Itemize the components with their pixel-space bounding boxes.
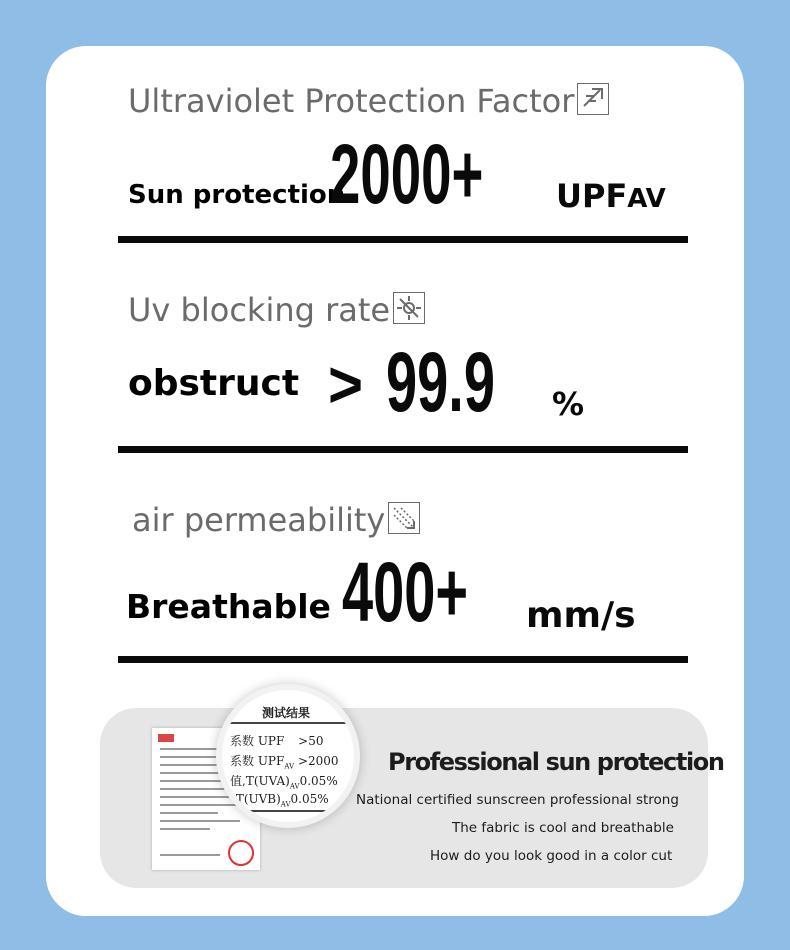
magnifier-heading: 测试结果 <box>262 706 311 720</box>
section-title-text: Uv blocking rate <box>128 291 391 329</box>
certificate-magnifier <box>222 690 354 822</box>
unit-upf-sub: AV <box>627 184 666 214</box>
section-title-uv <box>128 291 425 329</box>
row-value: >2000 <box>297 754 339 768</box>
unit-upf <box>556 177 666 215</box>
magnifier-row-4 <box>232 792 329 808</box>
feature-title: Professional sun protection <box>388 748 724 776</box>
unit-upf-main: UPF <box>556 177 628 215</box>
row-value: 0.05% <box>290 792 329 806</box>
row-value: >50 <box>298 734 324 748</box>
prefix-greater-than: > <box>328 347 364 422</box>
row-name: 值,T(UVA) <box>230 774 290 788</box>
feature-line-1: National certified sunscreen professional strong <box>356 792 679 808</box>
unit-percent: % <box>552 385 585 423</box>
certificate-logo <box>158 734 174 742</box>
row-name: ,T(UVB) <box>232 792 281 806</box>
section-title-text: Ultraviolet Protection Factor <box>128 82 575 120</box>
certificate-stamp <box>228 840 254 866</box>
row-name: 系数 UPF <box>230 754 285 768</box>
section-title-upf <box>128 82 609 120</box>
row-name: 系数 UPF <box>230 734 285 748</box>
label-obstruct: obstruct <box>128 363 300 404</box>
row-sub: AV <box>280 800 291 809</box>
divider-3 <box>118 656 688 663</box>
row-sub: AV <box>284 762 295 771</box>
sun-arrow-icon <box>577 83 609 115</box>
value-upf: 2000+ <box>330 127 484 221</box>
section-title-air <box>132 501 420 539</box>
air-flow-icon <box>388 502 420 534</box>
label-breathable: Breathable <box>126 587 331 626</box>
divider-2 <box>118 446 688 453</box>
feature-line-3: How do you look good in a color cut <box>430 848 673 864</box>
row-value: 0.05% <box>299 774 338 788</box>
value-uv: 99.9 <box>386 335 495 429</box>
label-sun-protection: Sun protection <box>128 180 346 210</box>
unit-mm-s: mm/s <box>526 595 636 636</box>
value-air: 400+ <box>342 545 469 639</box>
magnifier-row-1 <box>230 732 324 749</box>
uv-block-icon <box>393 292 425 324</box>
magnifier-row-2 <box>230 752 339 770</box>
row-sub: AV <box>289 782 300 791</box>
feature-line-2: The fabric is cool and breathable <box>452 820 674 836</box>
section-title-text: air permeability <box>132 501 386 539</box>
divider-1 <box>118 236 688 243</box>
magnifier-row-3 <box>230 772 338 790</box>
